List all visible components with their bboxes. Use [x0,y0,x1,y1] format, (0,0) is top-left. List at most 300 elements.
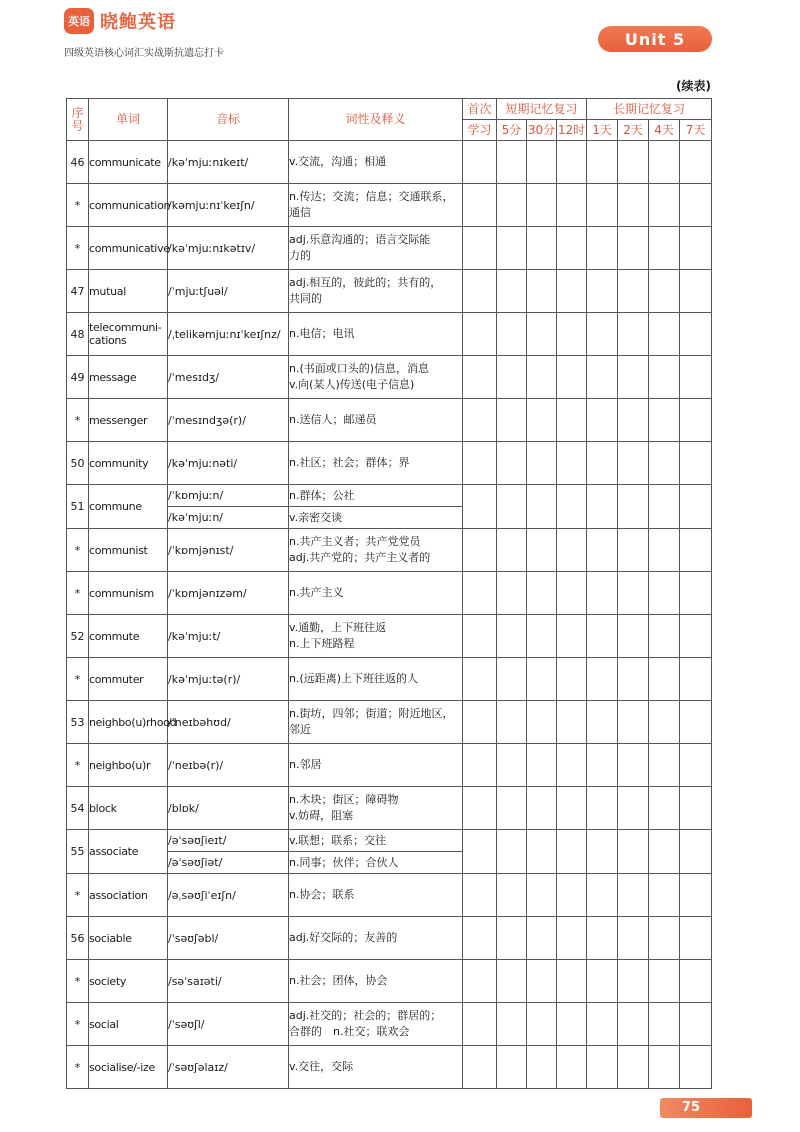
checkbox-cell[interactable] [463,1046,497,1089]
checkbox-cell[interactable] [587,485,618,529]
checkbox-cell[interactable] [587,1046,618,1089]
table-row [67,830,712,852]
checkbox-cell[interactable] [587,270,618,313]
checkbox-cell[interactable] [649,658,680,701]
header-short-term: 短期记忆复习 [497,99,587,120]
checkbox-cell[interactable] [497,485,527,529]
row-definition [289,960,463,1003]
checkbox-cell[interactable] [463,701,497,744]
row-index: * [67,227,89,270]
row-word: mutual [89,270,168,313]
header-short-1: 30分 [527,120,557,141]
table-row [67,572,712,615]
row-index: * [67,960,89,1003]
row-definition [289,227,463,270]
checkbox-cell[interactable] [618,485,649,529]
checkbox-cell[interactable] [649,830,680,874]
definition-line: 通信 [289,206,311,219]
row-definition [289,1003,463,1046]
row-phonetic: /ˌtelikəmjuːnɪˈkeɪʃnz/ [168,313,289,356]
checkbox-cell[interactable] [527,615,557,658]
row-word: commute [89,615,168,658]
checkbox-cell[interactable] [680,442,712,485]
checkbox-cell[interactable] [618,227,649,270]
row-word: communication [89,184,168,227]
checkbox-cell[interactable] [649,227,680,270]
row-index: * [67,184,89,227]
checkbox-cell[interactable] [527,529,557,572]
row-index: 47 [67,270,89,313]
checkbox-cell[interactable] [557,141,587,184]
checkbox-cell[interactable] [618,701,649,744]
checkbox-cell[interactable] [527,960,557,1003]
checkbox-cell[interactable] [649,787,680,830]
checkbox-cell[interactable] [557,658,587,701]
header-long-2: 4天 [649,120,680,141]
checkbox-cell[interactable] [618,270,649,313]
checkbox-cell[interactable] [497,744,527,787]
checkbox-cell[interactable] [649,744,680,787]
row-word: associate [89,830,168,874]
checkbox-cell[interactable] [527,917,557,960]
checkbox-cell[interactable] [587,874,618,917]
checkbox-cell[interactable] [463,270,497,313]
checkbox-cell[interactable] [557,442,587,485]
checkbox-cell[interactable] [527,356,557,399]
checkbox-cell[interactable] [557,485,587,529]
table-row [67,270,712,313]
definition-line: n.传达；交流；信息；交通联系， [289,190,454,204]
table-row [67,917,712,960]
checkbox-cell[interactable] [463,529,497,572]
row-phonetic: /kəˈmjuːtə(r)/ [168,658,289,701]
definition-line: 力的 [289,249,311,262]
checkbox-cell[interactable] [527,485,557,529]
checkbox-cell[interactable] [680,830,712,874]
header-long-0: 1天 [587,120,618,141]
checkbox-cell[interactable] [649,917,680,960]
row-index: 52 [67,615,89,658]
definition-line: adj.好交际的；友善的 [289,931,398,945]
checkbox-cell[interactable] [557,184,587,227]
row-phonetic: /kəˈmjuːnɪkətɪv/ [168,227,289,270]
checkbox-cell[interactable] [587,960,618,1003]
logo-badge: 英语 [64,8,94,34]
definition-line: adj.相互的，彼此的；共有的， [289,276,442,290]
checkbox-cell[interactable] [618,442,649,485]
checkbox-cell[interactable] [680,529,712,572]
checkbox-cell[interactable] [557,356,587,399]
row-word: socialise/-ize [89,1046,168,1089]
checkbox-cell[interactable] [618,399,649,442]
checkbox-cell[interactable] [618,313,649,356]
row-definition [289,572,463,615]
row-definition [289,830,463,852]
row-index: 51 [67,485,89,529]
table-row [67,442,712,485]
checkbox-cell[interactable] [463,184,497,227]
checkbox-cell[interactable] [680,701,712,744]
row-index: * [67,1046,89,1089]
checkbox-cell[interactable] [649,1003,680,1046]
checkbox-cell[interactable] [497,917,527,960]
checkbox-cell[interactable] [497,1046,527,1089]
row-word: messenger [89,399,168,442]
row-word: communicate [89,141,168,184]
checkbox-cell[interactable] [618,1003,649,1046]
checkbox-cell[interactable] [587,313,618,356]
unit-badge: Unit 5 [598,26,712,52]
checkbox-cell[interactable] [680,572,712,615]
checkbox-cell[interactable] [527,313,557,356]
checkbox-cell[interactable] [680,615,712,658]
checkbox-cell[interactable] [618,572,649,615]
checkbox-cell[interactable] [463,485,497,529]
checkbox-cell[interactable] [527,141,557,184]
checkbox-cell[interactable] [680,141,712,184]
checkbox-cell[interactable] [587,399,618,442]
checkbox-cell[interactable] [649,529,680,572]
checkbox-cell[interactable] [557,787,587,830]
checkbox-cell[interactable] [618,615,649,658]
row-word: community [89,442,168,485]
checkbox-cell[interactable] [680,485,712,529]
checkbox-cell[interactable] [587,917,618,960]
checkbox-cell[interactable] [527,1003,557,1046]
row-phonetic: /ˈsəʊʃəlaɪz/ [168,1046,289,1089]
checkbox-cell[interactable] [463,141,497,184]
checkbox-cell[interactable] [649,141,680,184]
checkbox-cell[interactable] [680,960,712,1003]
row-word: block [89,787,168,830]
checkbox-cell[interactable] [680,313,712,356]
checkbox-cell[interactable] [557,744,587,787]
checkbox-cell[interactable] [527,658,557,701]
checkbox-cell[interactable] [497,141,527,184]
row-definition [289,356,463,399]
header-first-study-bottom: 学习 [463,120,497,141]
checkbox-cell[interactable] [557,529,587,572]
checkbox-cell[interactable] [587,701,618,744]
checkbox-cell[interactable] [618,1046,649,1089]
row-word: social [89,1003,168,1046]
checkbox-cell[interactable] [463,356,497,399]
checkbox-cell[interactable] [557,917,587,960]
definition-line: n.共产主义者；共产党党员 [289,535,421,549]
checkbox-cell[interactable] [680,658,712,701]
header-first-study-top: 首次 [463,99,497,120]
logo-text: 晓鲍英语 [100,12,176,33]
checkbox-cell[interactable] [587,529,618,572]
row-phonetic: /ˈkɒmjənɪzəm/ [168,572,289,615]
checkbox-cell[interactable] [463,399,497,442]
row-index: * [67,1003,89,1046]
checkbox-cell[interactable] [649,442,680,485]
checkbox-cell[interactable] [463,313,497,356]
checkbox-cell[interactable] [587,184,618,227]
definition-line: n.(远距离)上下班往返的人 [289,672,419,686]
checkbox-cell[interactable] [557,615,587,658]
header-index: 序号 [67,99,89,141]
row-definition [289,399,463,442]
checkbox-cell[interactable] [587,356,618,399]
checkbox-cell[interactable] [497,658,527,701]
checkbox-cell[interactable] [587,442,618,485]
checkbox-cell[interactable] [463,572,497,615]
checkbox-cell[interactable] [557,572,587,615]
definition-line: v.联想；联系；交往 [289,833,387,847]
definition-line: n.群体；公社 [289,488,355,502]
definition-line: n.共产主义 [289,586,344,600]
checkbox-cell[interactable] [497,615,527,658]
checkbox-cell[interactable] [497,874,527,917]
row-phonetic: /əˌsəʊʃiˈeɪʃn/ [168,874,289,917]
row-index: * [67,572,89,615]
table-row [67,960,712,1003]
checkbox-cell[interactable] [587,787,618,830]
checkbox-cell[interactable] [618,744,649,787]
checkbox-cell[interactable] [587,141,618,184]
checkbox-cell[interactable] [649,356,680,399]
checkbox-cell[interactable] [587,227,618,270]
row-phonetic: /ˈkɒmjənɪst/ [168,529,289,572]
table-row [67,874,712,917]
checkbox-cell[interactable] [680,1003,712,1046]
checkbox-cell[interactable] [618,960,649,1003]
row-index: 55 [67,830,89,874]
checkbox-cell[interactable] [649,184,680,227]
checkbox-cell[interactable] [680,356,712,399]
table-row [67,529,712,572]
checkbox-cell[interactable] [463,442,497,485]
checkbox-cell[interactable] [497,701,527,744]
row-definition [289,852,463,874]
checkbox-cell[interactable] [463,787,497,830]
row-index: * [67,399,89,442]
checkbox-cell[interactable] [463,917,497,960]
checkbox-cell[interactable] [497,529,527,572]
checkbox-cell[interactable] [527,744,557,787]
row-definition [289,529,463,572]
row-phonetic: /kəˈmjuːnɪkeɪt/ [168,141,289,184]
checkbox-cell[interactable] [497,356,527,399]
checkbox-cell[interactable] [463,615,497,658]
checkbox-cell[interactable] [680,399,712,442]
row-definition [289,184,463,227]
row-definition [289,615,463,658]
definition-line: n.(书面或口头的)信息，消息 [289,362,430,376]
checkbox-cell[interactable] [527,830,557,874]
row-word: telecommuni-cations [89,313,168,356]
checkbox-cell[interactable] [557,1003,587,1046]
checkbox-cell[interactable] [680,917,712,960]
row-word: neighbo(u)r [89,744,168,787]
checkbox-cell[interactable] [497,227,527,270]
checkbox-cell[interactable] [649,701,680,744]
header-word: 单词 [89,99,168,141]
checkbox-cell[interactable] [557,830,587,874]
row-definition [289,744,463,787]
header-definition: 词性及释义 [289,99,463,141]
continued-label: (续表) [676,79,711,93]
checkbox-cell[interactable] [527,399,557,442]
checkbox-cell[interactable] [587,658,618,701]
row-phonetic: /əˈsəʊʃieɪt/ [168,830,289,852]
definition-line: adj.共产党的；共产主义者的 [289,551,431,564]
header-long-3: 7天 [680,120,712,141]
header-phonetic: 音标 [168,99,289,141]
row-index: 50 [67,442,89,485]
checkbox-cell[interactable] [557,270,587,313]
definition-line: v.妨碍，阻塞 [289,809,354,822]
row-phonetic: /kəmjuːnɪˈkeɪʃn/ [168,184,289,227]
checkbox-cell[interactable] [680,874,712,917]
checkbox-cell[interactable] [463,830,497,874]
checkbox-cell[interactable] [587,830,618,874]
checkbox-cell[interactable] [463,227,497,270]
checkbox-cell[interactable] [527,227,557,270]
checkbox-cell[interactable] [497,572,527,615]
checkbox-cell[interactable] [463,960,497,1003]
table-row [67,1046,712,1089]
row-definition [289,787,463,830]
checkbox-cell[interactable] [527,1046,557,1089]
checkbox-cell[interactable] [497,960,527,1003]
checkbox-cell[interactable] [649,270,680,313]
checkbox-cell[interactable] [680,1046,712,1089]
checkbox-cell[interactable] [527,572,557,615]
row-index: 53 [67,701,89,744]
checkbox-cell[interactable] [557,227,587,270]
row-definition [289,313,463,356]
definition-line: v.通勤，上下班往返 [289,621,387,635]
checkbox-cell[interactable] [618,787,649,830]
checkbox-cell[interactable] [649,615,680,658]
checkbox-cell[interactable] [497,399,527,442]
definition-line: v.交流，沟通；相通 [289,155,387,169]
checkbox-cell[interactable] [649,572,680,615]
table-row [67,701,712,744]
checkbox-cell[interactable] [497,830,527,874]
row-word: message [89,356,168,399]
checkbox-cell[interactable] [618,529,649,572]
checkbox-cell[interactable] [557,1046,587,1089]
checkbox-cell[interactable] [557,701,587,744]
row-index: * [67,529,89,572]
checkbox-cell[interactable] [497,184,527,227]
checkbox-cell[interactable] [497,787,527,830]
definition-line: n.街坊，四邻；街道；附近地区， [289,707,454,721]
row-index: * [67,744,89,787]
header-short-0: 5分 [497,120,527,141]
brand-logo [64,8,176,34]
checkbox-cell[interactable] [463,874,497,917]
definition-line: 邻近 [289,723,311,736]
table-row [67,744,712,787]
checkbox-cell[interactable] [649,960,680,1003]
checkbox-cell[interactable] [618,658,649,701]
checkbox-cell[interactable] [618,874,649,917]
table-row [67,227,712,270]
table-row [67,1003,712,1046]
row-word: commune [89,485,168,529]
checkbox-cell[interactable] [557,874,587,917]
definition-line: n.上下班路程 [289,637,355,650]
checkbox-cell[interactable] [587,744,618,787]
header-short-2: 12时 [557,120,587,141]
checkbox-cell[interactable] [527,442,557,485]
checkbox-cell[interactable] [497,1003,527,1046]
checkbox-cell[interactable] [527,184,557,227]
checkbox-cell[interactable] [587,572,618,615]
checkbox-cell[interactable] [527,270,557,313]
checkbox-cell[interactable] [587,615,618,658]
checkbox-cell[interactable] [557,399,587,442]
checkbox-cell[interactable] [557,313,587,356]
checkbox-cell[interactable] [649,313,680,356]
row-index: 48 [67,313,89,356]
checkbox-cell[interactable] [618,141,649,184]
checkbox-cell[interactable] [587,1003,618,1046]
row-index: 56 [67,917,89,960]
checkbox-cell[interactable] [680,270,712,313]
row-index: 54 [67,787,89,830]
checkbox-cell[interactable] [497,313,527,356]
checkbox-cell[interactable] [649,399,680,442]
definition-line: v.向(某人)传送(电子信息) [289,378,415,391]
checkbox-cell[interactable] [618,184,649,227]
vocabulary-table [66,98,712,1089]
checkbox-cell[interactable] [618,356,649,399]
checkbox-cell[interactable] [618,830,649,874]
checkbox-cell[interactable] [680,744,712,787]
checkbox-cell[interactable] [527,701,557,744]
checkbox-cell[interactable] [680,184,712,227]
row-definition [289,270,463,313]
checkbox-cell[interactable] [649,1046,680,1089]
row-index: * [67,658,89,701]
checkbox-cell[interactable] [649,874,680,917]
checkbox-cell[interactable] [463,744,497,787]
checkbox-cell[interactable] [557,960,587,1003]
header-long-term: 长期记忆复习 [587,99,712,120]
definition-line: n.社会；团体，协会 [289,974,388,988]
checkbox-cell[interactable] [497,270,527,313]
table-row [67,184,712,227]
table-row [67,485,712,507]
row-word: communist [89,529,168,572]
table-row [67,313,712,356]
checkbox-cell[interactable] [680,227,712,270]
checkbox-cell[interactable] [463,1003,497,1046]
row-definition [289,701,463,744]
definition-line: 合群的 n.社交；联欢会 [289,1025,410,1038]
checkbox-cell[interactable] [527,787,557,830]
row-phonetic: /ˈsəʊʃl/ [168,1003,289,1046]
checkbox-cell[interactable] [497,442,527,485]
row-definition [289,917,463,960]
table-row [67,615,712,658]
row-phonetic: /əˈsəʊʃiət/ [168,852,289,874]
checkbox-cell[interactable] [463,658,497,701]
row-definition [289,141,463,184]
checkbox-cell[interactable] [527,874,557,917]
row-definition [289,485,463,507]
checkbox-cell[interactable] [618,917,649,960]
definition-line: v.亲密交谈 [289,510,343,524]
checkbox-cell[interactable] [680,787,712,830]
checkbox-cell[interactable] [649,485,680,529]
